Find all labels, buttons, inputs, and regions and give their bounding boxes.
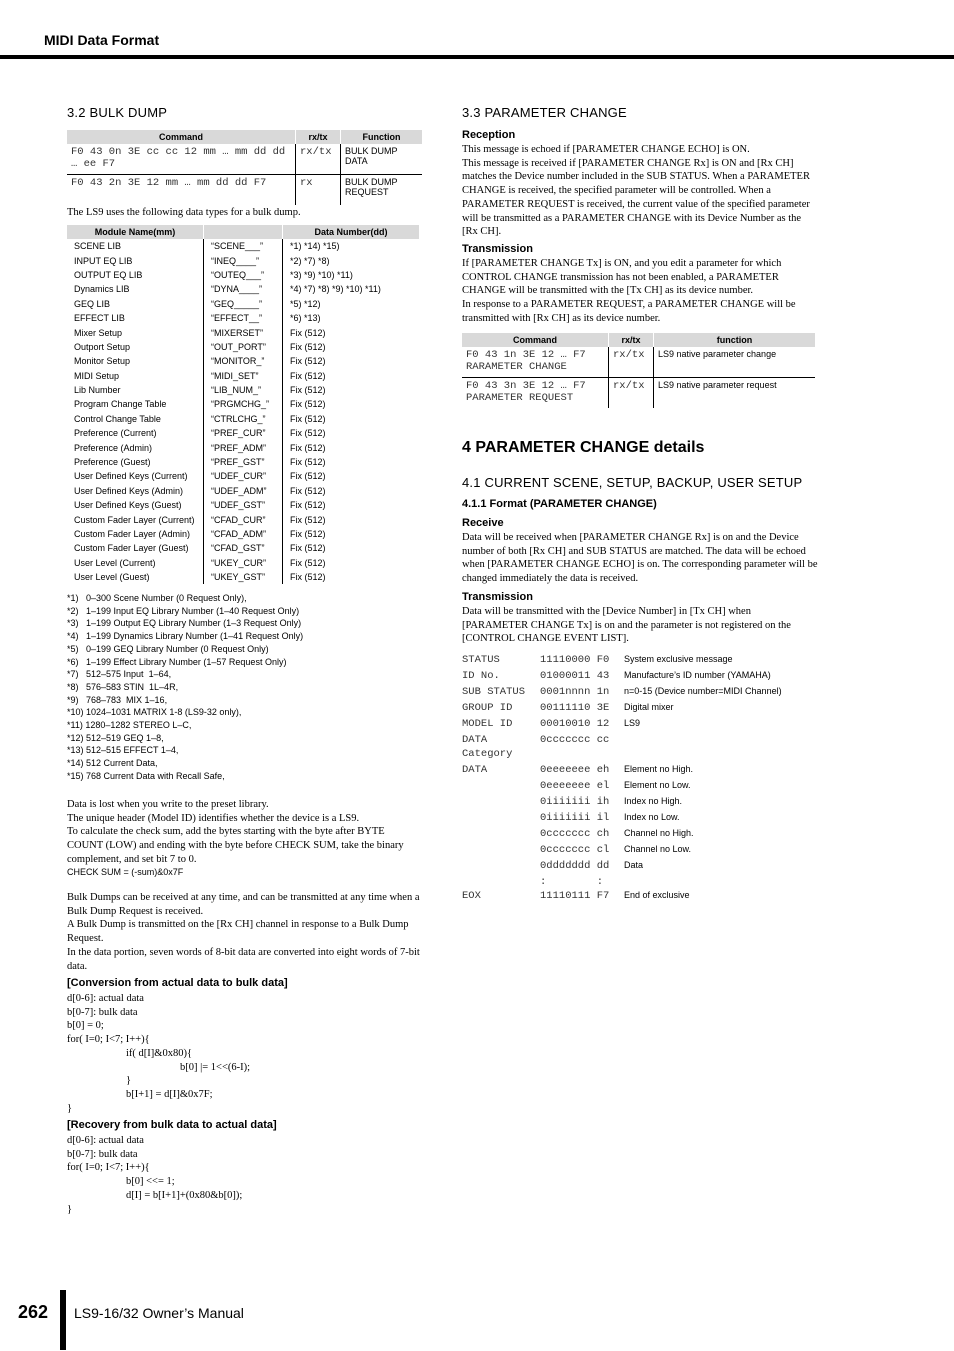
cell: “CTRLCHG_” (204, 412, 283, 426)
cell: F0 43 1n 3E 12 … F7 RARAMETER CHANGE (462, 347, 609, 378)
table-row (67, 144, 422, 175)
cell: “PREF_CUR” (204, 426, 283, 440)
cell: INPUT EQ LIB (74, 255, 133, 266)
cell: “PREF_GST” (204, 455, 283, 469)
format-description: Channel no High. (624, 828, 694, 838)
details-heading: 4 PARAMETER CHANGE details (462, 439, 705, 456)
format-field: ID No. (462, 670, 500, 682)
col-header: function (654, 333, 816, 347)
col-header: Command (67, 130, 296, 144)
format-description: Index no Low. (624, 812, 680, 822)
text-line: In the data portion, seven words of 8-bit data are converted into eight words of 7-bit data. (67, 946, 420, 972)
code-line: b[0] <<= 1; (126, 1176, 175, 1188)
cell: *5) *12) (283, 297, 420, 311)
format-value: 0001nnnn 1n (540, 686, 610, 698)
col-header: Module Name(mm) (67, 225, 204, 239)
table-row (462, 347, 815, 378)
format-value: 00010010 12 (540, 718, 610, 730)
table-row (67, 570, 419, 584)
cell: Fix (512) (283, 383, 420, 397)
cell: rx/tx (609, 378, 654, 409)
format-value: 0ccccccc cc (540, 734, 610, 746)
cell: *6) *13) (283, 311, 420, 325)
table-row (67, 498, 419, 512)
cell: LS9 native parameter change (654, 347, 816, 378)
code-line: } (126, 1075, 132, 1087)
cell: “PRGMCHG_” (204, 397, 283, 411)
format-description: n=0-15 (Device number=MIDI Channel) (624, 686, 782, 696)
cell: “MONITOR_” (204, 354, 283, 368)
col-header (204, 225, 283, 239)
cell: EFFECT LIB (74, 313, 125, 324)
format-field: EOX (462, 890, 481, 902)
cell: “DYNA____” (204, 282, 283, 296)
format-description: Element no Low. (624, 780, 691, 790)
recovery-code (67, 1134, 422, 1216)
table-row (67, 325, 419, 339)
format-field: DATA Category (462, 734, 513, 760)
cell: BULK DUMP DATA (341, 144, 423, 175)
cell: Fix (512) (283, 426, 420, 440)
code-line: b[0-7]: bulk data (67, 1006, 138, 1018)
checksum-formula: CHECK SUM = (-sum)&0x7F (67, 867, 184, 877)
bulk-paragraph-1 (67, 798, 422, 867)
table-row (67, 512, 419, 526)
cell: rx/tx (296, 144, 341, 175)
footnote: *13) 512–515 EFFECT 1–4, (67, 745, 179, 756)
conversion-code (67, 992, 422, 1115)
cell: Preference (Current) (74, 428, 157, 439)
cell: Preference (Guest) (74, 457, 151, 468)
col-header: Data Number(dd) (283, 225, 420, 239)
col-header: Function (341, 130, 423, 144)
footnotes (67, 592, 422, 783)
cell: “UDEF_GST” (204, 498, 283, 512)
cell: Fix (512) (283, 340, 420, 354)
cell: Fix (512) (283, 512, 420, 526)
table-row (67, 455, 419, 469)
reception-text: This message is echoed if [PARAMETER CHANGE ECHO] is ON. This message is received if [PARAMETER CHANGE Rx] is ON and [Rx CH] matches the Device number included in the SUB STATUS. When a PARAMETER CHANGE is received, the specified parameter will be controlled. When a PARAMETER REQUEST is received, the current value of the specified parameter will be transmitted as a PARAMETER CHANGE with its Device Number as the [Rx CH]. (462, 144, 810, 238)
module-table (67, 225, 419, 584)
footnote: *3) 1–199 Output EQ Library Number (1–3 Request Only) (67, 618, 302, 629)
format-description: Index no High. (624, 796, 683, 806)
format-value: 0eeeeeee eh (540, 764, 610, 776)
cell: OUTPUT EQ LIB (74, 269, 143, 280)
cell: “INEQ____” (204, 253, 283, 267)
footnote: *2) 1–199 Input EQ Library Number (1–40 Request Only) (67, 605, 300, 616)
code-line: for( I=0; I<7; I++){ (67, 1162, 150, 1174)
cell: Custom Fader Layer (Admin) (74, 529, 191, 539)
format-description: System exclusive message (624, 654, 733, 664)
cell: Preference (Admin) (74, 442, 153, 453)
footnote: *9) 768–783 MIX 1–16, (67, 694, 168, 705)
footnote: *11) 1280–1282 STEREO L–C, (67, 720, 192, 731)
transmission-text: If [PARAMETER CHANGE Tx] is ON, and you edit a parameter for which CONTROL CHANGE transmission has not been enabled, a PARAMETER CHANGE will be transmitted with the [Tx CH] as its device number. In response to a PARAMETER REQUEST, a PARAMETER CHANGE will be transmitted with [Rx CH] as its device number. (462, 258, 796, 324)
cell: “OUTEQ___” (204, 268, 283, 282)
cell: Control Change Table (74, 413, 161, 424)
format-description: Manufacture’s ID number (YAMAHA) (624, 670, 771, 680)
format-description: Channel no Low. (624, 844, 692, 854)
text-line: A Bulk Dump is transmitted on the [Rx CH] channel in response to a Bulk Dump Request. (67, 919, 409, 945)
cell: “OUT_PORT” (204, 340, 283, 354)
cell: Monitor Setup (74, 356, 131, 367)
manual-title: LS9-16/32 Owner’s Manual (74, 1305, 244, 1321)
table-row (67, 311, 419, 325)
format-description: Element no High. (624, 764, 694, 774)
transmission-label: Transmission (462, 243, 533, 255)
format-field: STATUS (462, 654, 500, 666)
cell: *3) *9) *10) *11) (283, 268, 420, 282)
cell: “GEQ_____” (204, 297, 283, 311)
format-field: MODEL ID (462, 718, 513, 730)
table-row (67, 369, 419, 383)
code-line: d[0-6]: actual data (67, 993, 144, 1004)
cell: Program Change Table (74, 399, 167, 410)
text-line: Data is lost when you write to the preset library. (67, 799, 269, 810)
text-line: To calculate the check sum, add the bytes starting with the byte after BYTE COUNT (LOW) and ending with the byte before CHECK SUM, take the binary complement, and set bit 7 to 0. (67, 826, 404, 865)
cell: Lib Number (74, 385, 121, 396)
footnote: *15) 768 Current Data with Recall Safe, (67, 770, 225, 781)
cell: rx (296, 175, 341, 206)
format-value: 0iiiiiii ih (540, 796, 610, 808)
page-number: 262 (18, 1302, 49, 1322)
bulk-intro: The LS9 uses the following data types for a bulk dump. (67, 207, 301, 218)
cell: Custom Fader Layer (Guest) (74, 543, 189, 554)
cell: SCENE LIB (74, 241, 122, 252)
format-value: 11110111 F7 (540, 890, 610, 902)
cell: F0 43 3n 3E 12 … F7 PARAMETER REQUEST (466, 380, 586, 404)
conversion-title: [Conversion from actual data to bulk data] (67, 977, 288, 989)
format-value: : : (540, 876, 604, 888)
footnote: *5) 0–199 GEQ Library Number (0 Request Only) (67, 643, 269, 654)
receive-text: Data will be received when [PARAMETER CHANGE Rx] is on and the Device number of both [Rx CH] and SUB STATUS are matched. The data will be echoed when [PARAMETER CHANGE ECHO] is on. The corresponding parameter will be changed immediately the data is received. (462, 532, 818, 585)
code-line: } (67, 1203, 73, 1215)
format-value: 0ccccccc cl (540, 844, 610, 856)
format-value: 0ccccccc ch (540, 828, 610, 840)
format-value: 0eeeeeee el (540, 780, 610, 792)
header-rule (0, 55, 954, 59)
table-row (462, 378, 815, 409)
cell: Fix (512) (283, 412, 420, 426)
cell: BULK DUMP REQUEST (341, 175, 423, 206)
table-row (67, 426, 419, 440)
table-row (67, 484, 419, 498)
cell: Fix (512) (283, 469, 420, 483)
cell: Fix (512) (283, 570, 420, 584)
format-value: 0ddddddd dd (540, 860, 610, 872)
format-description: End of exclusive (624, 890, 690, 900)
footnote: *14) 512 Current Data, (67, 758, 158, 769)
current-scene-heading: 4.1 CURRENT SCENE, SETUP, BACKUP, USER SETUP (462, 475, 803, 490)
table-row (67, 253, 419, 267)
bulk-paragraph-2 (67, 891, 422, 973)
col-header: rx/tx (609, 333, 654, 347)
cell: “MIDI_SET” (204, 369, 283, 383)
footnote: *7) 512–575 Input 1–64, (67, 669, 172, 680)
cell: Fix (512) (283, 556, 420, 570)
page-header-title: MIDI Data Format (44, 32, 160, 48)
cell: “UKEY_GST” (204, 570, 283, 584)
cell: Fix (512) (283, 325, 420, 339)
table-row (67, 282, 419, 296)
cell: F0 43 2n 3E 12 mm … mm dd dd F7 (71, 177, 267, 189)
format-description: Data (624, 860, 644, 870)
cell: Fix (512) (283, 484, 420, 498)
format-field: DATA (462, 764, 488, 776)
table-row (67, 383, 419, 397)
bulk-command-table (67, 130, 422, 205)
table-row (67, 239, 419, 253)
format-description: LS9 (624, 718, 641, 728)
table-row (67, 297, 419, 311)
footnote: *1) 0–300 Scene Number (0 Request Only), (67, 593, 247, 603)
format-value: 11110000 F0 (540, 654, 610, 666)
parameter-change-heading: 3.3 PARAMETER CHANGE (462, 105, 627, 120)
table-row (67, 469, 419, 483)
cell: Mixer Setup (74, 327, 123, 338)
footnote: *8) 576–583 STIN 1L–4R, (67, 681, 179, 692)
table-row (67, 175, 422, 206)
cell: LS9 native parameter request (654, 378, 816, 409)
cell: “UDEF_CUR” (204, 469, 283, 483)
cell: Fix (512) (283, 440, 420, 454)
cell: Dynamics LIB (74, 284, 130, 295)
format-field: SUB STATUS (462, 686, 526, 698)
cell: *4) *7) *8) *9) *10) *11) (283, 282, 420, 296)
cell: “CFAD_GST” (204, 541, 283, 555)
cell: User Level (Guest) (74, 572, 150, 583)
cell: Fix (512) (283, 354, 420, 368)
cell: Fix (512) (283, 498, 420, 512)
table-row (67, 268, 419, 282)
table-row (67, 354, 419, 368)
recovery-title: [Recovery from bulk data to actual data] (67, 1119, 277, 1131)
reception-label: Reception (462, 129, 516, 141)
table-row (67, 340, 419, 354)
col-header: rx/tx (296, 130, 341, 144)
table-row (67, 541, 419, 555)
code-line: if( d[I]&0x80){ (126, 1047, 192, 1059)
footnote: *10) 1024–1031 MATRIX 1-8 (LS9-32 only), (67, 707, 242, 718)
details-transmission-text: Data will be transmitted with the [Device Number] in [Tx CH] when [PARAMETER CHANGE Tx] is on and the parameter is not registered on the [CONTROL CHANGE EVENT LIST]. (462, 606, 791, 645)
cell: “CFAD_ADM” (204, 527, 283, 541)
param-command-table (462, 333, 815, 408)
cell: Fix (512) (283, 397, 420, 411)
table-row (67, 440, 419, 454)
cell: Outport Setup (74, 341, 131, 352)
cell: User Defined Keys (Admin) (74, 485, 184, 496)
format-field: GROUP ID (462, 702, 513, 714)
cell: Fix (512) (283, 369, 420, 383)
cell: *1) *14) *15) (283, 239, 420, 253)
cell: “LIB_NUM_” (204, 383, 283, 397)
cell: Fix (512) (283, 541, 420, 555)
text-line: Bulk Dumps can be received at any time, and can be transmitted at any time when a Bulk Dump Request is received. (67, 892, 420, 917)
code-line: b[0] = 0; (67, 1020, 104, 1032)
code-line: b[0-7]: bulk data (67, 1148, 138, 1160)
cell: “SCENE___” (204, 239, 283, 253)
cell: User Level (Current) (74, 557, 156, 568)
col-header: Command (462, 333, 609, 347)
bulk-dump-heading: 3.2 BULK DUMP (67, 105, 168, 120)
cell: “CFAD_CUR” (204, 512, 283, 526)
format-value: 01000011 43 (540, 670, 610, 682)
cell: “UKEY_CUR” (204, 556, 283, 570)
cell: Fix (512) (283, 455, 420, 469)
table-row (67, 527, 419, 541)
footnote: *6) 1–199 Effect Library Number (1–57 Request Only) (67, 656, 287, 667)
cell: MIDI Setup (74, 370, 120, 381)
cell: User Defined Keys (Guest) (74, 500, 182, 511)
footer-bar (60, 1290, 66, 1350)
cell: rx/tx (609, 347, 654, 378)
table-row (67, 556, 419, 570)
footnote: *4) 1–199 Dynamics Library Number (1–41 Request Only) (67, 631, 304, 642)
text-line: The unique header (Model ID) identifies whether the device is a LS9. (67, 812, 360, 824)
code-line: b[0] |= 1<<(6-I); (180, 1061, 251, 1073)
code-line: d[I] = b[I+1]+(0x80&b[0]); (126, 1189, 243, 1201)
table-row (67, 412, 419, 426)
cell: F0 43 0n 3E cc cc 12 mm … mm dd dd … ee F7 (67, 144, 296, 175)
cell: *2) *7) *8) (283, 253, 420, 267)
code-line: b[I+1] = d[I]&0x7F; (126, 1088, 213, 1100)
cell: Fix (512) (283, 527, 420, 541)
footnote: *12) 512–519 GEQ 1–8, (67, 732, 164, 743)
cell: GEQ LIB (74, 298, 111, 309)
format-description: Digital mixer (624, 702, 674, 712)
details-transmission-label: Transmission (462, 591, 533, 603)
table-row (67, 397, 419, 411)
code-line: } (67, 1102, 73, 1114)
cell: User Defined Keys (Current) (74, 471, 188, 482)
cell: Custom Fader Layer (Current) (74, 514, 195, 525)
cell: “PREF_ADM” (204, 440, 283, 454)
code-line: for( I=0; I<7; I++){ (67, 1034, 150, 1046)
cell: “EFFECT__” (204, 311, 283, 325)
format-value: 0iiiiiii il (540, 812, 610, 824)
receive-label: Receive (462, 517, 504, 529)
cell: “MIXERSET” (204, 325, 283, 339)
format-heading: 4.1.1 Format (PARAMETER CHANGE) (462, 498, 657, 510)
cell: “UDEF_ADM” (204, 484, 283, 498)
format-value: 00111110 3E (540, 702, 610, 714)
code-line: d[0-6]: actual data (67, 1135, 144, 1146)
